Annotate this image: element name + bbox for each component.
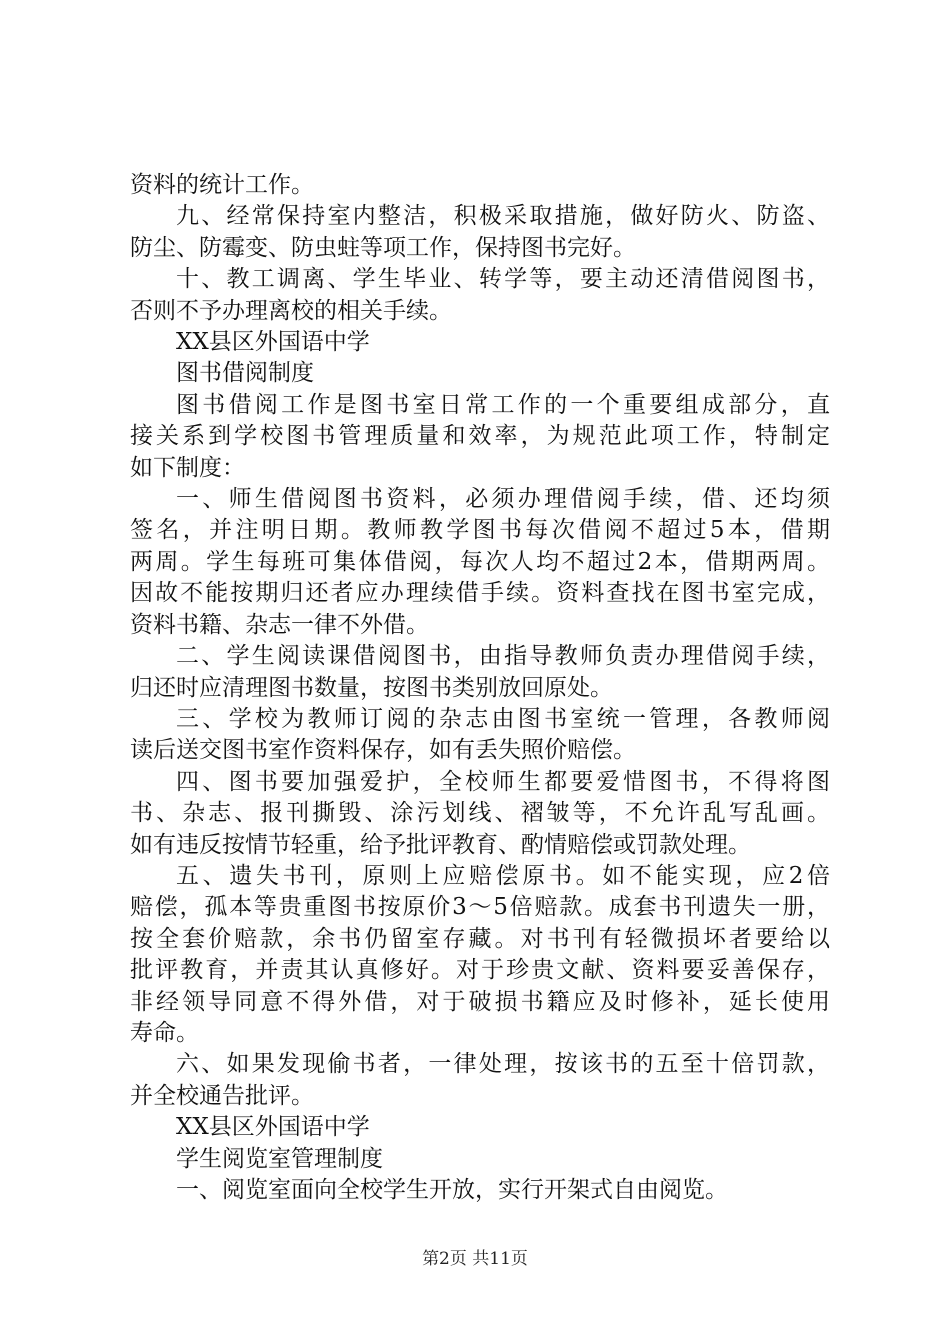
paragraph-line: 读后送交图书室作资料保存，如有丢失照价赔偿。 bbox=[130, 737, 636, 764]
paragraph-line: 批评教育，并责其认真修好。对于珍贵文献、资料要妥善保存， bbox=[130, 957, 830, 984]
paragraph-line: 签名，并注明日期。教师教学图书每次借阅不超过5本，借期 bbox=[130, 517, 830, 544]
paragraph-line: 二、学生阅读课借阅图书，由指导教师负责办理借阅手续， bbox=[176, 643, 830, 670]
paragraph-line: 防尘、防霉变、防虫蛀等项工作，保持图书完好。 bbox=[130, 234, 636, 261]
paragraph-line: 书、杂志、报刊撕毁、涂污划线、褶皱等，不允许乱写乱画。 bbox=[130, 800, 830, 827]
paragraph-line: 十、教工调离、学生毕业、转学等，要主动还清借阅图书， bbox=[176, 266, 830, 293]
paragraph-line: 六、如果发现偷书者，一律处理，按该书的五至十倍罚款， bbox=[176, 1051, 830, 1078]
paragraph-line: 四、图书要加强爱护，全校师生都要爱惜图书，不得将图 bbox=[176, 768, 830, 795]
paragraph-line: 一、阅览室面向全校学生开放，实行开架式自由阅览。 bbox=[176, 1177, 728, 1203]
paragraph-line: XX县区外国语中学 bbox=[176, 329, 370, 356]
document-body bbox=[130, 170, 830, 1206]
paragraph-line: 三、学校为教师订阅的杂志由图书室统一管理，各教师阅 bbox=[176, 705, 830, 732]
page-footer: 第2页 共11页 bbox=[422, 1249, 528, 1269]
paragraph-line: 接关系到学校图书管理质量和效率，为规范此项工作，特制定 bbox=[130, 423, 830, 450]
paragraph-line: XX县区外国语中学 bbox=[176, 1114, 370, 1141]
paragraph-line: 如有违反按情节轻重，给予批评教育、酌情赔偿或罚款处理。 bbox=[130, 831, 751, 858]
paragraph-line: 五、遗失书刊，原则上应赔偿原书。如不能实现，应2倍 bbox=[176, 862, 830, 889]
paragraph-line: 归还时应清理图书数量，按图书类别放回原处。 bbox=[130, 674, 613, 701]
paragraph-line: 按全套价赔款，余书仍留室存藏。对书刊有轻微损坏者要给以 bbox=[130, 925, 830, 952]
paragraph-line: 两周。学生每班可集体借阅，每次人均不超过2本，借期两周。 bbox=[130, 548, 830, 575]
paragraph-line: 图书借阅工作是图书室日常工作的一个重要组成部分，直 bbox=[176, 391, 830, 418]
paragraph-line: 资料书籍、杂志一律不外借。 bbox=[130, 611, 429, 638]
paragraph-line: 寿命。 bbox=[130, 1019, 199, 1046]
paragraph-line: 如下制度： bbox=[130, 454, 245, 481]
paragraph-line: 资料的统计工作。 bbox=[130, 172, 314, 198]
paragraph-line: 非经领导同意不得外借，对于破损书籍应及时修补，延长使用 bbox=[130, 988, 830, 1015]
paragraph-line: 图书借阅制度 bbox=[176, 360, 314, 387]
paragraph-line: 九、经常保持室内整洁，积极采取措施，做好防火、防盗、 bbox=[176, 203, 830, 230]
paragraph-line: 因故不能按期归还者应办理续借手续。资料查找在图书室完成， bbox=[130, 580, 830, 607]
paragraph-line: 一、师生借阅图书资料，必须办理借阅手续，借、还均须 bbox=[176, 486, 830, 513]
paragraph-line: 并全校通告批评。 bbox=[130, 1082, 314, 1109]
paragraph-line: 赔偿，孤本等贵重图书按原价3～5倍赔款。成套书刊遗失一册， bbox=[130, 894, 830, 921]
paragraph-line: 学生阅览室管理制度 bbox=[176, 1145, 383, 1172]
paragraph-line: 否则不予办理离校的相关手续。 bbox=[130, 297, 452, 324]
